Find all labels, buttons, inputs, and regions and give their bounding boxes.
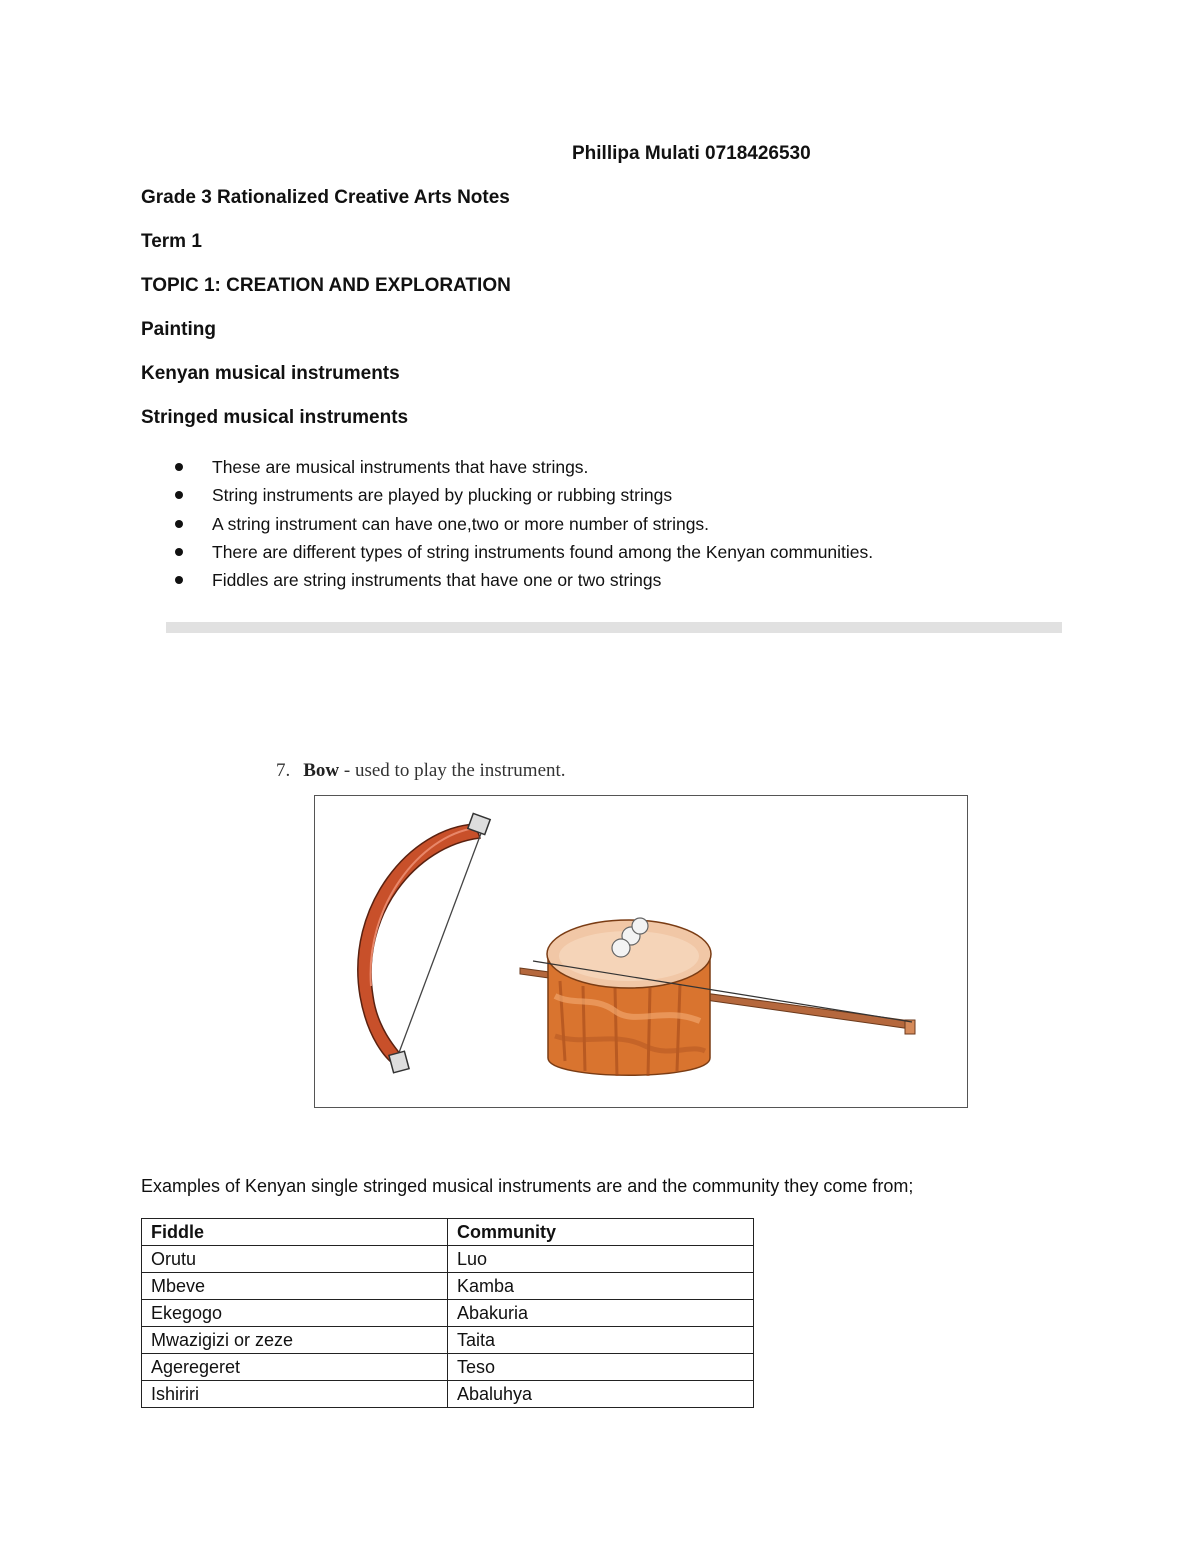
fiddle-cell: Ageregeret <box>142 1354 448 1381</box>
bullet-icon <box>175 520 183 528</box>
community-cell: Abakuria <box>448 1300 754 1327</box>
fiddle-cell: Ekegogo <box>142 1300 448 1327</box>
list-item <box>172 538 873 566</box>
figure-number: 7. <box>276 760 291 781</box>
bullet-text: String instruments are played by plucking or rubbing strings <box>212 485 673 506</box>
bullet-text: There are different types of string instruments found among the Kenyan communities. <box>212 541 874 562</box>
column-header-community: Community <box>448 1219 754 1246</box>
bullet-icon <box>175 491 183 499</box>
bullet-text: These are musical instruments that have strings. <box>212 457 589 477</box>
bullet-list <box>172 453 873 594</box>
document-title: Grade 3 Rationalized Creative Arts Notes <box>141 187 510 208</box>
table-row <box>142 1246 754 1273</box>
fiddle-cell: Ishiriri <box>142 1381 448 1408</box>
table-row <box>142 1327 754 1354</box>
section-heading: Kenyan musical instruments <box>141 363 400 384</box>
community-cell: Teso <box>448 1354 754 1381</box>
table-row <box>142 1381 754 1408</box>
table-row <box>142 1300 754 1327</box>
horizontal-divider <box>166 622 1062 633</box>
fiddle-cell: Mbeve <box>142 1273 448 1300</box>
column-header-fiddle: Fiddle <box>142 1219 448 1246</box>
topic-heading: TOPIC 1: CREATION AND EXPLORATION <box>141 275 511 296</box>
list-item <box>172 481 873 509</box>
fiddle-illustration <box>314 795 968 1108</box>
subtopic-heading: Painting <box>141 319 216 340</box>
fiddle-cell: Mwazigizi or zeze <box>142 1327 448 1354</box>
figure-description: - used to play the instrument. <box>339 760 566 781</box>
table-row <box>142 1354 754 1381</box>
fiddle-cell: Orutu <box>142 1246 448 1273</box>
community-cell: Luo <box>448 1246 754 1273</box>
table-intro: Examples of Kenyan single stringed musical instruments are and the community they come from; <box>141 1176 914 1196</box>
figure-caption <box>276 760 566 782</box>
bullet-text: Fiddles are string instruments that have one or two strings <box>212 570 662 591</box>
bow-icon <box>358 813 490 1072</box>
community-cell: Kamba <box>448 1273 754 1300</box>
community-cell: Taita <box>448 1327 754 1354</box>
subsection-heading: Stringed musical instruments <box>141 407 409 428</box>
list-item <box>172 566 873 594</box>
list-item <box>172 510 873 538</box>
author-line: Phillipa Mulati 0718426530 <box>572 143 811 164</box>
table-row <box>142 1273 754 1300</box>
figure-term: Bow <box>303 760 340 781</box>
bullet-icon <box>175 548 183 556</box>
table-header-row <box>142 1219 754 1246</box>
community-cell: Abaluhya <box>448 1381 754 1408</box>
bullet-icon <box>175 463 183 471</box>
bullet-icon <box>175 576 183 584</box>
bullet-text: A string instrument can have one,two or more number of strings. <box>212 513 710 534</box>
term-heading: Term 1 <box>141 231 202 252</box>
list-item <box>172 453 873 481</box>
fiddle-table <box>141 1218 754 1408</box>
